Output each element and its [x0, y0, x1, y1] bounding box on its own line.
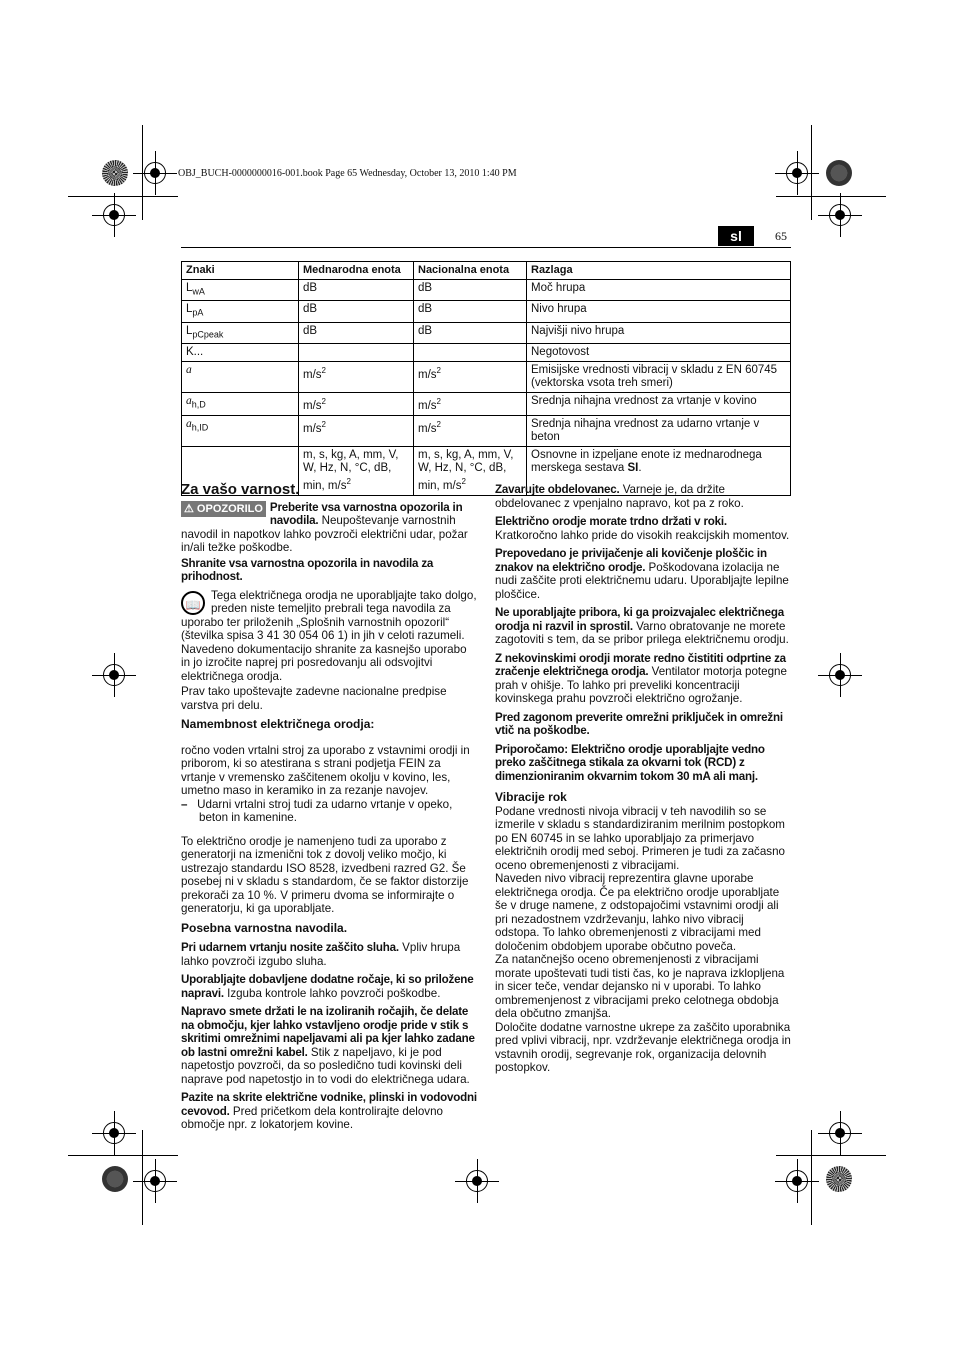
purpose-heading: Namembnost električnega orodja:: [181, 717, 375, 731]
registration-mark-icon: [829, 664, 851, 686]
color-target-icon: [826, 160, 852, 186]
registration-mark-icon: [144, 162, 166, 184]
table-row: [182, 415, 791, 446]
special-heading: Posebna varnostna navodila.: [181, 920, 348, 935]
symbol-cell: $L_{wA}$: [182, 280, 299, 301]
registration-mark-icon: [786, 1170, 808, 1192]
natl-unit-cell: $m/s^2$: [414, 415, 527, 446]
vibration-paragraph: Podane vrednosti nivoja vibracij v teh navodilih so se izmerile v skladu s standardiziranim merilnim postopkom po EN 60745 in se lahko uporabljajo za primerjavo električnih orodij med seboj. Primeren je tudi za začasno oceno obremenjenosti z vibracijami.: [495, 804, 785, 872]
natl-unit-cell: dB: [414, 301, 527, 322]
table-header: Mednarodna enota: [299, 262, 414, 280]
safety-item: Priporočamo: Električno orodje uporabljajte vedno preko zaščitnega stikala za okvarni tok (RCD) z dimenzioniranim okvarnim tokom 30 mA ali manj.: [495, 742, 765, 783]
table-row: [182, 280, 791, 301]
safety-item: Z nekovinskimi orodji morate redno čistititi odprtine za zračenje električnega orodja. Ventilator motorja potegne prah v ohišje. To lahko pri preveliki koncentraciji kovinskega prahu povzroči električno ogrožanje.: [495, 651, 787, 705]
desc-cell: Srednja nihajna vrednost za udarno vrtanje v beton: [527, 415, 791, 446]
generator-text: To električno orodje je namenjeno tudi za uporabo z generatorji na izmenični tok z dovolj veliko močjo, ki ustrezajo standardu ISO 8528, izvedbeni razred G2. Še posebej ni v skladu s standardom, če se faktor distorzije prekorači za 10 %. V primeru dvoma se informirajte o generatorju, ki ga uporabljate.: [181, 834, 469, 915]
table-header: Znaki: [182, 262, 299, 280]
natl-unit-cell: m, s, kg, A, mm, V, W, Hz, N, °C, dB, min, $m/s^2$: [414, 446, 527, 495]
symbol-cell: $L_{pA}$: [182, 301, 299, 322]
vibration-paragraph: Za natančnejšo oceno obremenjenosti z vibracijami morate upoštevati tudi tisti čas, ko je naprava izklopljena in sicer teče, vendar dejansko ni v uporabi. To lahko ombremenjenost z vibracijami preko celotnega obdobja dela občutno zmanjša.: [495, 953, 785, 1020]
table-header-row: [182, 262, 791, 280]
header-rule: [181, 247, 791, 248]
registration-mark-icon: [829, 1122, 851, 1144]
safety-item: Pred zagonom preverite omrežni priključek in omrežni vtič na poškodbe.: [495, 710, 783, 737]
manual-paragraph: 📖 Tega električnega orodja ne uporabljajte tako dolgo, preden niste temeljito prebrali tega navodila za uporabo ter priloženih „Splošnih varnostnih opozoril“ (številka spisa 3 41 30 054 06 1) in jih v celoti razumeli. Navedeno dokumentacijo shranite za kasnejšo uporabo in jo izročite naprej pri posredovanju ali odsvojitvi električnega orodja.: [181, 588, 477, 683]
registration-mark-icon: [829, 204, 851, 226]
registration-mark-icon: [144, 1170, 166, 1192]
intl-unit-cell: m, s, kg, A, mm, V, W, Hz, N, °C, dB, min, $m/s^2$: [299, 446, 414, 495]
safety-item: Električno orodje morate trdno držati v roki. Kratkoročno lahko pride do visokih reakcijskih momentov.: [495, 515, 790, 542]
table-row: [182, 301, 791, 322]
registration-mark-icon: [103, 664, 125, 686]
intl-unit-cell: dB: [299, 322, 414, 343]
table-row: [182, 392, 791, 415]
intl-unit-cell: [299, 343, 414, 361]
purpose-dash-item: – Udarni vrtalni stroj tudi za udarno vrtanje v opeko, beton in kamenine.: [181, 797, 453, 824]
right-column: [495, 483, 791, 1075]
color-target-icon: [826, 1166, 852, 1192]
safety-item: Pazite na skrite električne vodnike, plinski in vodovodni cevovod. Pred pričetkom dela kontrolirajte delovno območje npr. z lokatorjem kovine.: [181, 1091, 477, 1131]
vibration-paragraph: Naveden nivo vibracij reprezentira glavne uporabe električnega orodja. Če pa električno orodje uporabljate še v druge namene, z odstopajočimi vstavnimi orodji ali pri nezadostnem vzdrževanju, lahko nivo vibracij odstopa. To lahko obremenjenosti z vibracijami med določenim obdobjem uporabe občutno poveča.: [495, 872, 780, 953]
natl-unit-cell: [414, 343, 527, 361]
vibration-heading: Vibracije rok: [495, 790, 567, 804]
page-number: 65: [775, 229, 787, 243]
intl-unit-cell: $m/s^2$: [299, 392, 414, 415]
table-header: Nacionalna enota: [414, 262, 527, 280]
symbol-table: [181, 261, 791, 496]
desc-cell: Osnovne in izpeljane enote iz mednarodnega merskega sestava SI.: [527, 446, 791, 495]
registration-mark-icon: [466, 1170, 488, 1192]
natl-unit-cell: dB: [414, 322, 527, 343]
table-row: [182, 343, 791, 361]
registration-mark-icon: [786, 162, 808, 184]
section-title: Za vašo varnost.: [181, 481, 300, 498]
desc-cell: Negotovost: [527, 343, 791, 361]
safety-item: Ne uporabljajte pribora, ki ga proizvajalec električnega orodja ni razvil in sprostil. Varno obratovanje ne morete zagotoviti s tem, da se pribor prilega električnemu orodju.: [495, 606, 789, 646]
intl-unit-cell: $m/s^2$: [299, 361, 414, 392]
desc-cell: Srednja nihajna vrednost za vrtanje v kovino: [527, 392, 791, 415]
safety-item: Pri udarnem vrtanju nosite zaščito sluha. Vpliv hrupa lahko povzroči izgubo sluha.: [181, 941, 461, 968]
warning-paragraph: ⚠ OPOZORILO Preberite vsa varnostna opozorila in navodila. Neupoštevanje varnostnih navodil in napotkov lahko povzroči električni udar, požar in/ali težke poškodbe.: [181, 500, 468, 554]
color-target-icon: [102, 1166, 128, 1192]
keep-instructions: Shranite vsa varnostna opozorila in navodila za prihodnost.: [181, 556, 434, 583]
file-info-line: OBJ_BUCH-0000000016-001.book Page 65 Wednesday, October 13, 2010 1:40 PM: [178, 168, 517, 179]
left-column: [181, 483, 477, 1137]
color-target-icon: [102, 160, 128, 186]
table-header: Razlaga: [527, 262, 791, 280]
symbol-cell: K...: [182, 343, 299, 361]
language-badge: sl: [718, 226, 754, 246]
registration-mark-icon: [103, 204, 125, 226]
natl-unit-cell: $m/s^2$: [414, 361, 527, 392]
intl-unit-cell: $m/s^2$: [299, 415, 414, 446]
table-row: [182, 322, 791, 343]
purpose-text: ročno voden vrtalni stroj za uporabo z vstavnimi orodji in priborom, ki so atestirana s strani podjetja FEIN za vrtanje v vremensko zaščitenem okolju v kovino, les, umetno maso in keramiko in za rezanje navojev.: [181, 743, 470, 797]
vibration-paragraph: Določite dodatne varnostne ukrepe za zaščito uporabnika pred vplivi vibracij, npr. vzdrževanje električnega orodja in vstavnih orodij, segrevanje rok, organizacija delovnih postopkov.: [495, 1020, 791, 1074]
read-manual-icon: 📖: [181, 591, 205, 615]
safety-item: Prepovedano je privijačenje ali kovičenje ploščic in znakov na električno orodje. Poškodovana izolacija ne nudi zaščite proti električnemu udaru. Uporabljajte lepilne ploščice.: [495, 547, 789, 601]
natl-unit-cell: $m/s^2$: [414, 392, 527, 415]
safety-item: Zavarujte obdelovanec. Varneje je, da držite obdelovanec z vpenjalno napravo, kot pa z roko.: [495, 483, 744, 510]
registration-mark-icon: [103, 1122, 125, 1144]
symbol-cell: $L_{pCpeak}$: [182, 322, 299, 343]
table-row: [182, 361, 791, 392]
intl-unit-cell: dB: [299, 280, 414, 301]
warning-badge: ⚠ OPOZORILO: [181, 501, 266, 517]
natl-unit-cell: dB: [414, 280, 527, 301]
desc-cell: Emisijske vrednosti vibracij v skladu z EN 60745 (vektorska vsota treh smeri): [527, 361, 791, 392]
desc-cell: Najvišji nivo hrupa: [527, 322, 791, 343]
safety-item: Uporabljajte dobavljene dodatne ročaje, ki so priložene napravi. Izguba kontrole lahko povzroči poškodbe.: [181, 973, 474, 1000]
desc-cell: Moč hrupa: [527, 280, 791, 301]
symbol-cell: $a_{h,D}$: [182, 392, 299, 415]
symbol-cell: a: [182, 361, 299, 392]
national-regs: Prav tako upoštevajte zadevne nacionalne predpise varstva pri delu.: [181, 685, 447, 712]
intl-unit-cell: dB: [299, 301, 414, 322]
safety-item: Napravo smete držati le na izoliranih ročajih, če delate na območju, kjer lahko vstavljeno orodje pride v stik s skritimi omrežnimi napeljavami ali pa kjer lahko zadane ob lastni omrežni kabel. Stik z napeljavo, ki je pod napetostjo povzroči, da so posledično tudi kovinski deli naprave pod napetostjo in to vodi do električnega udara.: [181, 1005, 475, 1086]
desc-cell: Nivo hrupa: [527, 301, 791, 322]
symbol-cell: $a_{h,ID}$: [182, 415, 299, 446]
